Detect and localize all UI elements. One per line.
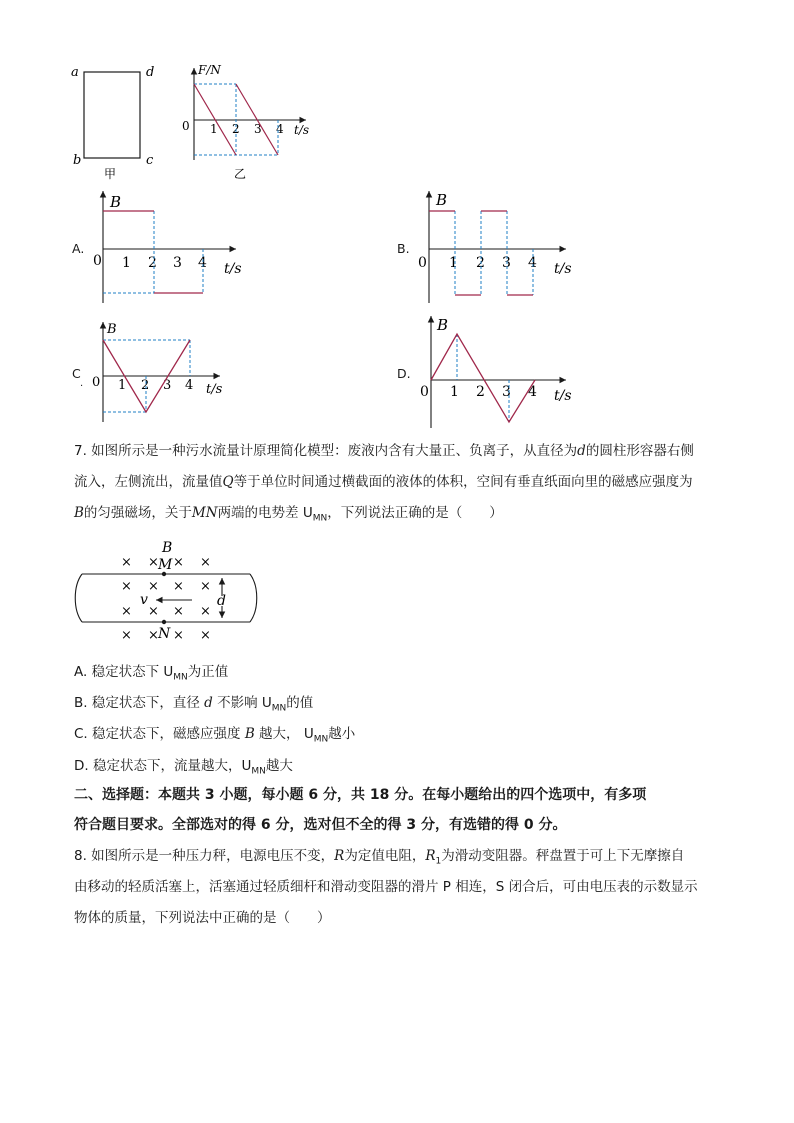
section2-line-2: 符合题目要求。全部选对的得 6 分，选对但不全的得 3 分，有选错的得 0 分。 bbox=[74, 817, 567, 833]
q7-b-pre: B. 稳定状态下，直径 bbox=[74, 695, 200, 711]
option-c-graph bbox=[88, 318, 238, 426]
option-c-dot: . bbox=[80, 378, 84, 389]
yi-origin: 0 bbox=[182, 119, 190, 133]
q7-umn-sub: MN bbox=[312, 513, 328, 524]
q7-line1b-text: 的圆柱形容器右侧 bbox=[585, 443, 694, 459]
q7-c-mid: 越大， U bbox=[259, 726, 314, 742]
b-xlabel: t/s bbox=[554, 261, 572, 277]
option-a-label: A. bbox=[72, 241, 85, 256]
pipe-n-label: N bbox=[158, 626, 171, 642]
b-tick-1: 1 bbox=[449, 255, 458, 271]
q7-line3d-text: ，下列说法正确的是（ ） bbox=[327, 505, 503, 521]
q7-option-b[interactable] bbox=[74, 691, 313, 714]
cross: × bbox=[200, 555, 211, 570]
c-tick-4: 4 bbox=[185, 378, 194, 393]
figure-jia bbox=[66, 60, 166, 185]
cross: × bbox=[148, 628, 159, 643]
cross: × bbox=[173, 628, 184, 643]
pipe-m-label: M bbox=[158, 557, 173, 573]
q7-b-d: d bbox=[204, 695, 213, 711]
a-ylabel: B bbox=[110, 193, 122, 211]
q7-line3c-text: 两端的电势差 U bbox=[217, 505, 313, 521]
cross: × bbox=[200, 628, 211, 643]
a-tick-3: 3 bbox=[173, 255, 182, 271]
q7-option-c[interactable] bbox=[74, 722, 355, 745]
q7-c-sub: MN bbox=[313, 734, 329, 745]
point-n bbox=[162, 620, 166, 624]
cross: × bbox=[121, 579, 132, 594]
option-d-graph bbox=[416, 312, 586, 432]
b-tick-2: 2 bbox=[476, 255, 485, 271]
c-origin: 0 bbox=[92, 375, 101, 390]
q7-q-symbol: Q bbox=[222, 474, 234, 490]
b-tick-4: 4 bbox=[528, 255, 537, 271]
d-xlabel: t/s bbox=[554, 388, 572, 404]
a-tick-4: 4 bbox=[198, 255, 207, 271]
q7-line3b-text: 的匀强磁场，关于 bbox=[83, 505, 192, 521]
q8-line1c: 为滑动变阻器。秤盘置于可上下无摩擦自 bbox=[441, 848, 685, 864]
b-tick-3: 3 bbox=[502, 255, 511, 271]
yi-xlabel: t/s bbox=[294, 123, 310, 137]
a-tick-2: 2 bbox=[148, 255, 157, 271]
option-a-graph bbox=[88, 185, 258, 310]
q8-line-2: 由移动的轻质活塞上，活塞通过轻质细杆和滑动变阻器的滑片 P 相连，S 闭合后，可由电压表的示数显示 bbox=[74, 879, 698, 895]
yi-ylabel: F/N bbox=[198, 63, 221, 77]
yi-tick-3: 3 bbox=[254, 122, 262, 136]
q7-a-pre: A. 稳定状态下 U bbox=[74, 664, 174, 680]
d-curve bbox=[431, 334, 535, 422]
q7-d-symbol: d bbox=[577, 443, 586, 459]
cross: × bbox=[148, 604, 159, 619]
a-tick-1: 1 bbox=[122, 255, 131, 271]
q7-d-sub: MN bbox=[251, 766, 266, 777]
cross: × bbox=[173, 555, 184, 570]
q7-line2a-text: 流入，左侧流出，流量值 bbox=[74, 474, 223, 490]
c-ylabel: B bbox=[107, 322, 117, 337]
q7-a-sub: MN bbox=[173, 672, 188, 683]
q7-option-a[interactable] bbox=[74, 660, 228, 683]
q7-c-post: 越小 bbox=[328, 726, 356, 742]
d-ylabel: B bbox=[437, 316, 449, 334]
corner-c: c bbox=[146, 153, 154, 168]
cross: × bbox=[173, 579, 184, 594]
cross: × bbox=[200, 579, 211, 594]
cross: × bbox=[148, 579, 159, 594]
c-tick-3: 3 bbox=[163, 378, 172, 393]
q7-c-pre: C. 稳定状态下，磁感应强度 bbox=[74, 726, 241, 742]
c-tick-2: 2 bbox=[141, 378, 150, 393]
d-origin: 0 bbox=[420, 384, 429, 400]
q7-a-post: 为正值 bbox=[187, 664, 229, 680]
q8-line1a: 8. 如图所示是一种压力秤，电源电压不变， bbox=[74, 848, 335, 864]
option-d-label: D. bbox=[397, 366, 411, 381]
q7-d-post: 越大 bbox=[265, 758, 293, 774]
q7-mn-symbol: MN bbox=[191, 505, 218, 521]
pipe-v-label: v bbox=[140, 592, 148, 608]
caption-yi: 乙 bbox=[234, 167, 247, 181]
q7-d-pre: D. 稳定状态下，流量越大，U bbox=[74, 758, 252, 774]
q7-b-sub: MN bbox=[271, 703, 287, 714]
option-c-label: C bbox=[72, 366, 81, 381]
d-tick-2: 2 bbox=[476, 384, 485, 400]
cross: × bbox=[148, 555, 159, 570]
cross: × bbox=[121, 555, 132, 570]
a-xlabel: t/s bbox=[224, 261, 242, 277]
pipe-figure bbox=[70, 534, 270, 646]
d-tick-4: 4 bbox=[528, 384, 537, 400]
yi-tick-2: 2 bbox=[232, 122, 240, 136]
q8-line-1 bbox=[74, 846, 734, 872]
q7-line1-text: 7. 如图所示是一种污水流量计原理简化模型：废液内含有大量正、负离子，从直径为 bbox=[74, 443, 578, 459]
q7-line-1 bbox=[74, 441, 734, 461]
coil-rectangle bbox=[84, 72, 140, 158]
cross: × bbox=[121, 604, 132, 619]
q8-line1b: 为定值电阻， bbox=[344, 848, 426, 864]
a-origin: 0 bbox=[93, 253, 102, 269]
b-origin: 0 bbox=[418, 255, 427, 271]
pipe-outline bbox=[75, 574, 257, 622]
q7-b-mid: 不影响 U bbox=[217, 695, 272, 711]
q8-r1-sub: 1 bbox=[435, 856, 442, 867]
cross: × bbox=[173, 604, 184, 619]
option-b-graph bbox=[414, 185, 584, 310]
q7-option-d[interactable] bbox=[74, 754, 293, 777]
pipe-b-label: B bbox=[162, 540, 173, 556]
corner-d: d bbox=[146, 65, 155, 80]
q7-b-post: 的值 bbox=[286, 695, 314, 711]
q7-line-3 bbox=[74, 503, 734, 529]
corner-b: b bbox=[73, 153, 82, 168]
cross: × bbox=[121, 628, 132, 643]
q8-line-3: 物体的质量，下列说法中正确的是（ ） bbox=[74, 910, 331, 926]
b-ylabel: B bbox=[436, 191, 448, 209]
q7-c-b: B bbox=[244, 726, 255, 742]
q7-line2b-text: 等于单位时间通过横截面的液体的体积，空间有垂直纸面向里的磁感应强度为 bbox=[233, 474, 693, 490]
c-tick-1: 1 bbox=[118, 378, 127, 393]
option-b-label: B. bbox=[397, 241, 410, 256]
pipe-d-label: d bbox=[217, 593, 226, 609]
figure-yi bbox=[176, 60, 326, 185]
q8-r1-symbol: R bbox=[425, 848, 436, 864]
cross: × bbox=[200, 604, 211, 619]
yi-tick-1: 1 bbox=[210, 122, 218, 136]
section2-line-1: 二、选择题：本题共 3 小题，每小题 6 分，共 18 分。在每小题给出的四个选项中，有多项 bbox=[74, 787, 647, 803]
q7-b-symbol: B bbox=[74, 505, 84, 521]
corner-a: a bbox=[71, 65, 79, 80]
caption-jia: 甲 bbox=[104, 167, 117, 181]
d-tick-3: 3 bbox=[502, 384, 511, 400]
q7-line-2 bbox=[74, 472, 734, 492]
yi-tick-4: 4 bbox=[276, 122, 284, 136]
d-tick-1: 1 bbox=[450, 384, 459, 400]
q8-r-symbol: R bbox=[334, 848, 345, 864]
c-xlabel: t/s bbox=[206, 382, 223, 397]
